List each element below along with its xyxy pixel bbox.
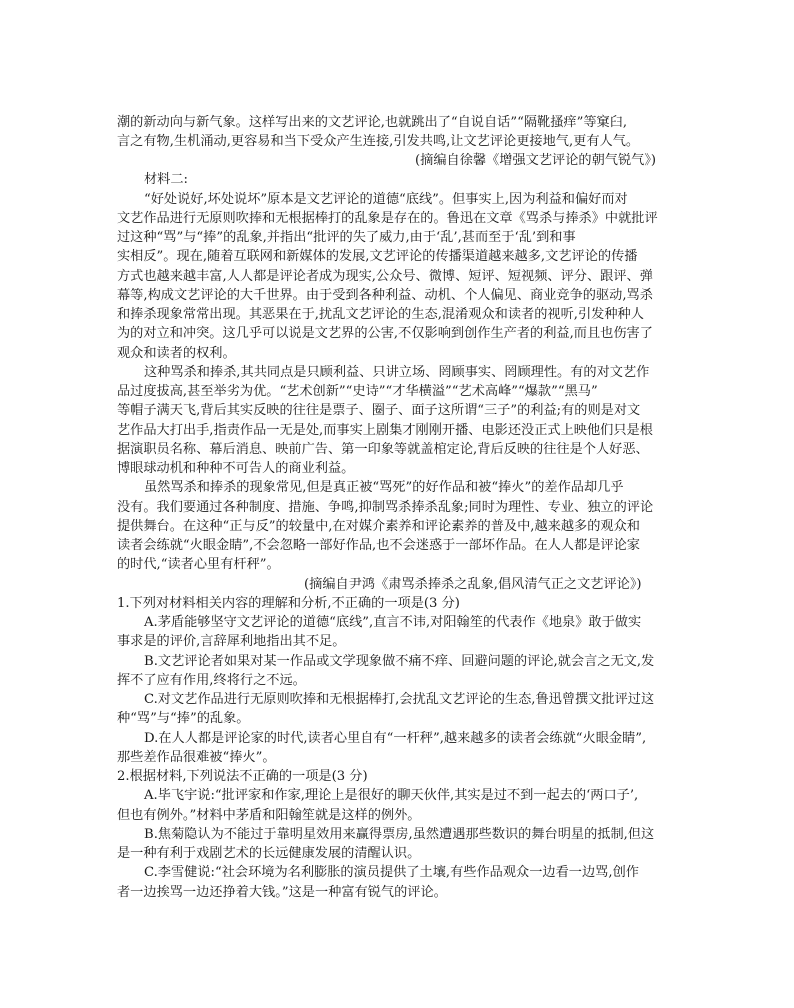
text-line: 那些差作品很难被“捧火”。 [117,750,276,765]
text-line: 是一种有利于戏剧艺术的长远健康发展的清醒认识。 [117,846,421,861]
answer-option-a: A.茅盾能够坚守文艺评论的道德“底线”,直言不讳,对阳翰笙的代表作《地泉》敢于做实 [144,615,642,630]
source-citation: (摘编自尹鸿《肃骂杀捧杀之乱象,倡风清气正之文艺评论》) [304,577,642,592]
answer-option-b: B.文艺评论者如果对某一作品或文学现象做不痛不痒、回避问题的评论,就会言之无文,发 [144,654,655,669]
answer-option-c: C.李雪健说:“社会环境为名利膨胀的演员提供了土壤,有些作品观众一边看一边骂,创作 [144,865,639,880]
text-line: 文艺作品进行无原则吹捧和无根据棒打的乱象是存在的。鲁迅在文章《骂杀与捧杀》中就批评 [117,211,658,226]
text-line: 幕等,构成文艺评论的大千世界。由于受到各种利益、动机、个人偏见、商业竞争的驱动,骂杀 [117,288,653,303]
answer-option-c: C.对文艺作品进行无原则吹捧和无根据棒打,会扰乱文艺评论的生态,鲁迅曾撰文批评过这 [144,692,655,707]
text-line: 过这种“骂”与“捧”的乱象,并指出“批评的失了威力,由于‘乱’,甚而至于‘乱’到和事 [117,230,576,245]
text-line: 博眼球动机和种种不可告人的商业利益。 [117,461,355,476]
text-line: 方式也越来越丰富,人人都是评论者成为现实,公众号、微博、短评、短视频、评分、跟评、弹 [117,269,653,284]
question-stem: 2.根据材料,下列说法不正确的一项是(3 分) [117,769,368,784]
text-line: 潮的新动向与新气象。这样写出来的文艺评论,也就跳出了“自说自话”“隔靴搔痒”等窠臼, [117,115,628,130]
answer-option-d: D.在人人都是评论家的时代,读者心里自有“一杆秤”,越来越多的读者会练就“火眼金睛”, [144,731,647,746]
text-line: 事求是的评价,言辞犀利地指出其不足。 [117,634,346,649]
section-heading: 材料二: [144,172,189,187]
text-line: 观众和读者的权利。 [117,346,236,361]
text-line: 等帽子满天飞,背后其实反映的往往是票子、圈子、面子这所谓“三子”的利益;有的则是对文 [117,403,641,418]
text-line: 提供舞台。在这种“正与反”的较量中,在对媒介素养和评论素养的普及中,越来越多的观众和 [117,519,640,534]
question-stem: 1.下列对材料相关内容的理解和分析,不正确的一项是(3 分) [117,596,460,611]
text-line: 言之有物,生机涌动,更容易和当下受众产生连接,引发共鸣,让文艺评论更接地气,更有人气。 [117,134,640,149]
text-line: 虽然骂杀和捧杀的现象常见,但是真正被“骂死”的好作品和被“捧火”的差作品却几乎 [144,480,624,495]
text-line: 挥不了应有作用,终将行之不远。 [117,673,306,688]
text-line: 为的对立和冲突。这几乎可以说是文艺界的公害,不仅影响到创作生产者的利益,而且也伤害了 [117,326,653,341]
text-line: 据演职员名称、幕后消息、映前广告、第一印象等就盖棺定论,背后反映的往往是个人好恶、 [117,442,649,457]
text-line: 但也有例外。”材料中茅盾和阳翰笙就是这样的例外。 [117,808,421,823]
text-line: 的时代,“读者心里有杆秤”。 [117,557,280,572]
text-line: 和捧杀现象常常出现。其恶果在于,扰乱文艺评论的生态,混淆观众和读者的视听,引发种种人 [117,307,644,322]
text-line: 品过度拔高,甚至举劣为优。“艺术创新”“史诗”“才华横溢”“艺术高峰”“爆款”“黑马” [117,384,598,399]
text-line: 读者会练就“火眼金睛”,不会忽略一部好作品,也不会迷惑于一部坏作品。在人人都是评论家 [117,538,640,553]
answer-option-b: B.焦菊隐认为不能过于靠明星效用来赢得票房,虽然遭遇那些数识的舞台明星的抵制,但这 [144,827,655,842]
text-line: 这种骂杀和捧杀,其共同点是只顾利益、只讲立场、罔顾事实、罔顾理性。有的对文艺作 [144,365,650,380]
text-line: 没有。我们要通过各种制度、措施、争鸣,抑制骂杀捧杀乱象;同时为理性、专业、独立的评论 [117,500,654,515]
answer-option-a: A.毕飞宇说:“批评家和作家,理论上是很好的聊天伙伴,其实是过不到一起去的‘两口子’, [144,788,639,803]
text-line: 者一边挨骂一边还挣着大钱。”这是一种富有锐气的评论。 [117,885,447,900]
source-citation: (摘编自徐馨《增强文艺评论的朝气锐气》) [415,153,657,168]
text-line: 实相反”。现在,随着互联网和新媒体的发展,文艺评论的传播渠道越来越多,文艺评论的传播 [117,249,638,264]
text-line: “好处说好,坏处说坏”原本是文艺评论的道德“底线”。但事实上,因为利益和偏好而对 [144,192,628,207]
text-line: 艺作品大打出手,指责作品一无是处,而事实上剧集才刚刚开播、电影还没正式上映他们只是根 [117,423,653,438]
text-line: 种“骂”与“捧”的乱象。 [117,711,250,726]
